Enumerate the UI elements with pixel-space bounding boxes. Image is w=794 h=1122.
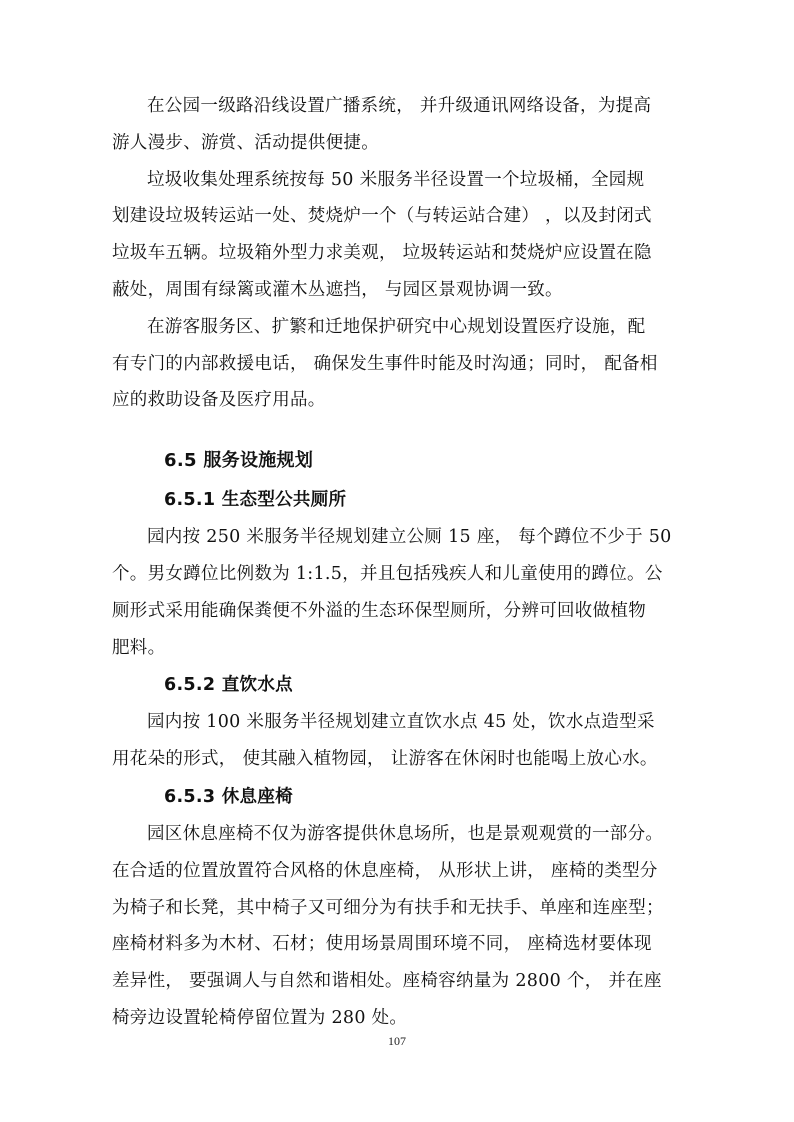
text-line: 应的救助设备及医疗用品。 <box>112 390 326 411</box>
text-line: 肥料。 <box>112 637 166 658</box>
text-line: 有专门的内部救援电话， 确保发生事件时能及时沟通；同时， 配备相 <box>112 353 658 374</box>
paragraph-medical <box>112 309 687 419</box>
text-line: 在游客服务区、扩繁和迁地保护研究中心规划设置医疗设施，配 <box>147 316 646 337</box>
paragraph-toilets <box>112 519 687 666</box>
subsection-heading-water: 6.5.2 直饮水点 <box>164 675 293 696</box>
text-line: 园区休息座椅不仅为游客提供休息场所，也是景观观赏的一部分。 <box>147 823 664 844</box>
paragraph-seating <box>112 816 687 1037</box>
text-line: 厕形式采用能确保粪便不外溢的生态环保型厕所，分辨可回收做植物 <box>112 600 646 621</box>
text-line: 在公园一级路沿线设置广播系统， 并升级通讯网络设备，为提高 <box>147 96 652 116</box>
text-line: 差异性， 要强调人与自然和谐相处。座椅容纳量为 2800 个， 并在座 <box>112 971 662 992</box>
text-line: 蔽处，周围有绿篱或灌木丛遮挡， 与园区景观协调一致。 <box>112 279 563 300</box>
section-heading: 6.5 服务设施规划 <box>164 450 314 472</box>
text-line: 垃圾车五辆。垃圾箱外型力求美观， 垃圾转运站和焚烧炉应设置在隐 <box>112 243 652 264</box>
subsection-heading-seating: 6.5.3 休息座椅 <box>164 786 293 807</box>
text-line: 园内按 100 米服务半径规划建立直饮水点 45 处，饮水点造型采 <box>147 712 655 733</box>
text-line: 在合适的位置放置符合风格的休息座椅， 从形状上讲， 座椅的类型分 <box>112 860 658 881</box>
text-line: 游人漫步、游赏、活动提供便捷。 <box>112 132 379 153</box>
subsection-heading-toilets: 6.5.1 生态型公共厕所 <box>164 490 347 511</box>
text-line: 个。男女蹲位比例数为 1:1.5，并且包括残疾人和儿童使用的蹲位。公 <box>112 563 663 584</box>
text-line: 垃圾收集处理系统按每 50 米服务半径设置一个垃圾桶，全园规 <box>147 169 645 190</box>
text-line: 椅旁边设置轮椅停留位置为 280 处。 <box>112 1007 408 1028</box>
paragraph-garbage <box>112 162 687 309</box>
text-line: 座椅材料多为木材、石材；使用场景周围环境不同， 座椅选材要体现 <box>112 934 652 955</box>
page-number: 107 <box>388 1034 406 1048</box>
text-line: 用花朵的形式， 使其融入植物园， 让游客在休闲时也能喝上放心水。 <box>112 749 658 770</box>
paragraph-broadcast <box>112 88 687 162</box>
paragraph-water <box>112 704 687 778</box>
text-line: 园内按 250 米服务半径规划建立公厕 15 座， 每个蹲位不少于 50 <box>147 527 672 548</box>
text-line: 为椅子和长凳，其中椅子又可细分为有扶手和无扶手、单座和连座型； <box>112 897 664 918</box>
text-line: 划建设垃圾转运站一处、焚烧炉一个（与转运站合建） ，以及封闭式 <box>112 206 652 227</box>
page-content <box>112 88 687 1037</box>
